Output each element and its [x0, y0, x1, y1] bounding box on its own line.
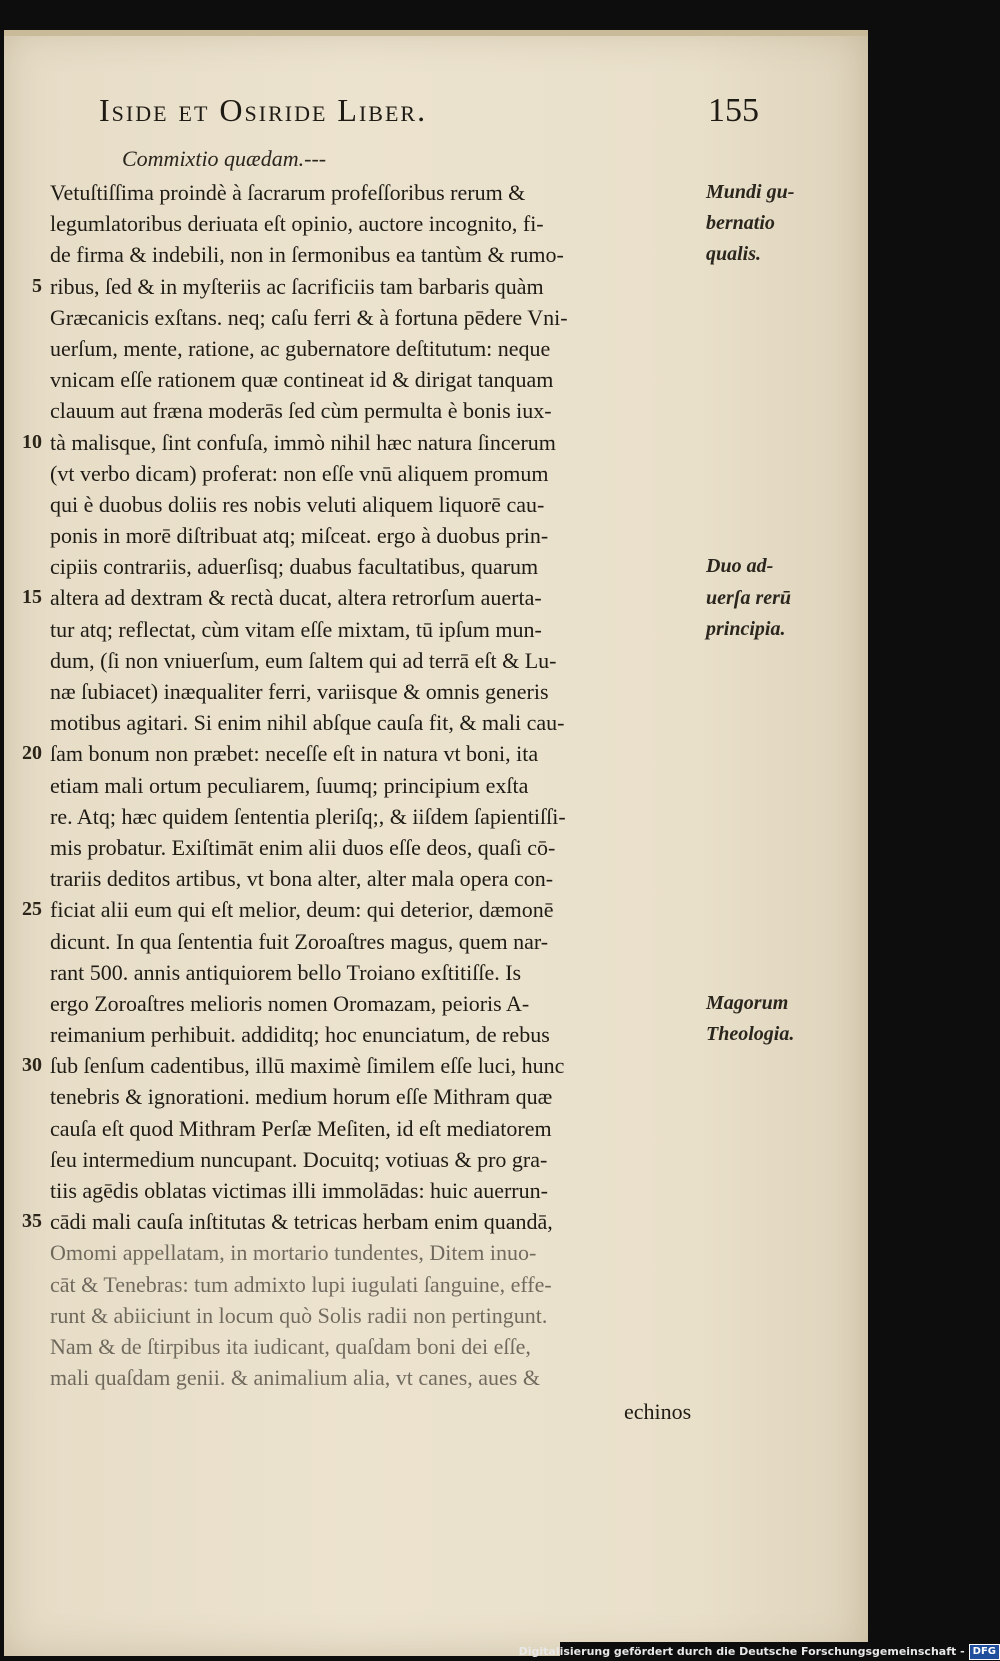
line-text: ſeu intermedium nuncupant. Docuitq; votiuas & pro gra- — [50, 1146, 548, 1172]
text-line — [48, 832, 738, 863]
line-text: (vt verbo dicam) proferat: non eſſe vnū aliquem promum — [50, 460, 549, 486]
line-text: ficiat alii eum qui eſt melior, deum: qui deterior, dæmonē — [50, 897, 554, 923]
text-line — [22, 1050, 738, 1081]
line-text: cāt & Tenebras: tum admixto lupi iugulati ſanguine, effe- — [50, 1271, 552, 1297]
text-line — [48, 1237, 738, 1268]
margin-note: principia. — [706, 617, 786, 640]
text-line — [48, 801, 738, 832]
text-line — [48, 177, 738, 208]
text-line — [22, 1206, 738, 1237]
text-line — [48, 926, 738, 957]
text-line — [48, 333, 738, 364]
catchline-top: Commixtio quædam.--- — [122, 146, 327, 171]
line-text: legumlatoribus deriuata eſt opinio, auctore incognito, fi- — [50, 211, 544, 237]
line-text: ſub ſenſum cadentibus, illū maximè ſimilem eſſe luci, hunc — [50, 1053, 565, 1079]
text-line — [48, 1081, 738, 1112]
line-text: ponis in morē diſtribuat atq; miſceat. ergo à duobus prin- — [50, 523, 549, 549]
line-text: qui è duobus doliis res nobis veluti aliquem liquorē cau- — [50, 491, 545, 517]
margin-note: qualis. — [706, 243, 762, 266]
line-text: Vetuſtiſſima proindè à ſacrarum profeſſoribus rerum & — [50, 180, 526, 205]
text-line — [48, 458, 738, 489]
line-text: ſam bonum non præbet: neceſſe eſt in natura vt boni, ita — [50, 741, 539, 767]
page-top-edge — [4, 30, 868, 36]
line-text: clauum aut fræna moderās ſed cùm permulta è bonis iux- — [50, 398, 552, 424]
line-text: Græcanicis exſtans. neq; caſu ferri & à fortuna pēdere Vni- — [50, 304, 568, 330]
line-text: tà malisque, ſint confuſa, immò nihil hæc natura ſincerum — [50, 429, 556, 455]
text-line — [48, 1113, 738, 1144]
text-line — [48, 489, 738, 520]
text-line — [22, 427, 738, 458]
dfg-logo-icon: DFG — [969, 1644, 1000, 1660]
text-line — [22, 894, 738, 925]
line-text: re. Atq; hæc quidem ſententia pleriſq;, & iiſdem ſapientiſſi- — [50, 803, 566, 829]
line-number: 5 — [32, 274, 42, 297]
line-text: motibus agitari. Si enim nihil abſque cauſa fit, & mali cau- — [50, 710, 565, 736]
text-line — [48, 1269, 738, 1300]
line-text: cādi mali cauſa inſtitutas & tetricas herbam enim quandā, — [50, 1209, 553, 1235]
line-text: næ ſubiacet) inæqualiter ferri, variisque & omnis generis — [50, 679, 549, 704]
line-number: 35 — [22, 1210, 42, 1233]
line-text: dicunt. In qua ſententia fuit Zoroaſtres magus, quem nar- — [50, 928, 549, 954]
text-line — [48, 770, 738, 801]
line-text: ergo Zoroaſtres melioris nomen Oromazam, peioris A- — [50, 990, 530, 1016]
line-text: mis probatur. Exiſtimāt enim alii duos eſſe deos, quaſi cō- — [50, 834, 556, 860]
line-text: altera ad dextram & rectà ducat, altera retrorſum auerta- — [50, 585, 542, 611]
line-text: rant 500. annis antiquiorem bello Troiano exſtitiſſe. Is — [50, 959, 522, 985]
text-line — [48, 551, 738, 582]
main-text-block — [22, 177, 738, 1393]
catchword: echinos — [624, 1399, 692, 1424]
line-text: dum, (ſi non vniuerſum, eum ſaltem qui ad terrā eſt & Lu- — [50, 647, 557, 673]
line-text: runt & abiiciunt in locum quò Solis radii non pertingunt. — [50, 1302, 548, 1328]
line-number: 15 — [22, 586, 42, 609]
text-line — [48, 520, 738, 551]
text-line — [48, 988, 738, 1019]
text-line — [48, 676, 738, 707]
line-number: 10 — [22, 430, 42, 453]
line-text: Nam & de ſtirpibus ita iudicant, quaſdam boni dei eſſe, — [50, 1333, 531, 1359]
line-text: tiis agēdis oblatas victimas illi immolādas: huic auerrun- — [50, 1178, 548, 1203]
text-line — [48, 1300, 738, 1331]
running-head — [99, 92, 759, 130]
text-line — [48, 1019, 738, 1050]
text-line — [48, 395, 738, 426]
page-number: 155 — [708, 92, 759, 129]
line-number: 25 — [22, 898, 42, 921]
line-number: 20 — [22, 742, 42, 765]
running-title: Iside et Osiride Liber. — [99, 92, 428, 128]
line-text: mali quaſdam genii. & animalium alia, vt canes, aues & — [50, 1365, 540, 1391]
text-line — [48, 302, 738, 333]
text-line — [22, 582, 738, 613]
text-line — [32, 271, 738, 302]
margin-note: Duo ad- — [706, 555, 774, 578]
line-text: tur atq; reflectat, cùm vitam eſſe mixtam, tū ipſum mun- — [50, 616, 542, 642]
line-text: tenebris & ignorationi. medium horum eſſe Mithram quæ — [50, 1084, 553, 1110]
line-text: trariis deditos artibus, vt bona alter, alter mala opera con- — [50, 866, 554, 892]
digitization-credit-bar — [518, 1642, 1000, 1661]
margin-note: Magorum — [706, 992, 789, 1015]
text-line — [48, 1331, 738, 1362]
margin-note: bernatio — [706, 212, 775, 235]
text-line — [48, 645, 738, 676]
line-text: uerſum, mente, ratione, ac gubernatore deſtitutum: neque — [50, 335, 551, 361]
text-line — [48, 364, 738, 395]
margin-note: Mundi gu- — [706, 181, 795, 203]
text-line — [48, 208, 738, 239]
line-text: etiam mali ortum peculiarem, ſuumq; principium exſta — [50, 772, 529, 798]
line-text: cauſa eſt quod Mithram Perſæ Meſiten, id eſt mediatorem — [50, 1115, 552, 1141]
line-number: 30 — [22, 1054, 42, 1077]
line-text: cipiis contrariis, aduerſisq; duabus facultatibus, quarum — [50, 554, 539, 580]
margin-note: Theologia. — [706, 1023, 795, 1046]
text-line — [48, 957, 738, 988]
line-text: ribus, ſed & in myſteriis ac ſacrificiis tam barbaris quàm — [50, 273, 544, 299]
text-line — [48, 239, 738, 270]
text-line — [48, 1175, 738, 1206]
text-line — [48, 1362, 738, 1393]
text-line — [22, 738, 738, 769]
line-text: de firma & indebili, non in ſermonibus ea tantùm & rumo- — [50, 242, 564, 268]
line-text: reimanium perhibuit. addiditq; hoc enunciatum, de rebus — [50, 1022, 550, 1048]
text-line — [48, 863, 738, 894]
digitization-credit: Digitalisierung gefördert durch die Deutsche Forschungsgemeinschaft - — [518, 1645, 965, 1658]
book-page — [4, 30, 868, 1656]
text-line — [48, 614, 738, 645]
margin-note: uerſa rerū — [706, 586, 792, 609]
text-line — [48, 707, 738, 738]
line-text: vnicam eſſe rationem quæ contineat id & dirigat tanquam — [50, 367, 554, 393]
line-text: Omomi appellatam, in mortario tundentes, Ditem inuo- — [50, 1240, 537, 1266]
text-line — [48, 1144, 738, 1175]
